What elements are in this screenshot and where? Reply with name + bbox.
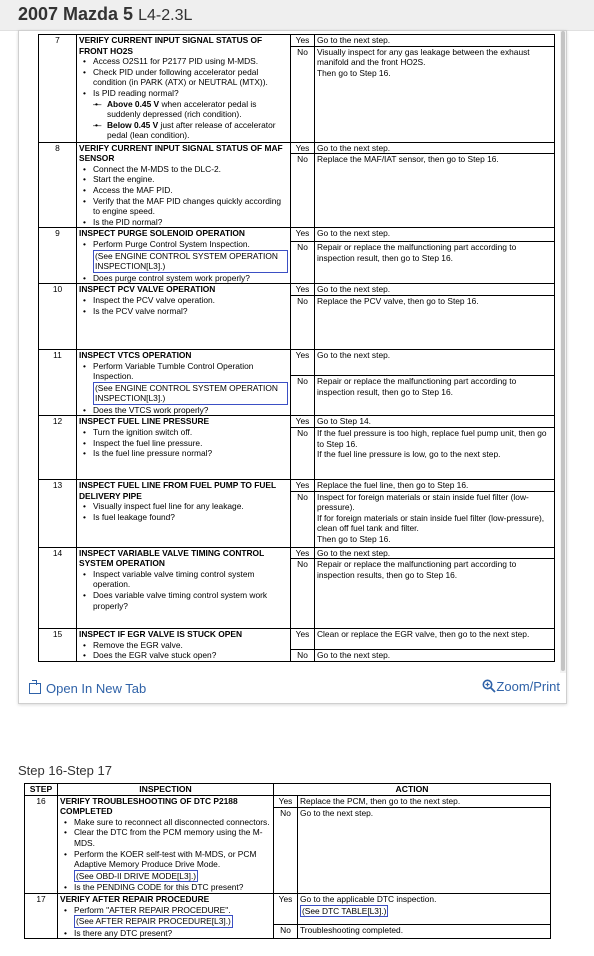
bullet-item: • Is the PENDING CODE for this DTC present? — [74, 882, 271, 893]
yes-action: Go to Step 14. — [315, 416, 555, 428]
inspection-cell — [77, 142, 291, 228]
yes-label: Yes — [291, 480, 315, 492]
step-bullets — [60, 905, 271, 939]
step-number: 17 — [25, 893, 58, 938]
table-row — [39, 284, 555, 296]
yes-label: Yes — [291, 228, 315, 242]
inspection-cell — [77, 547, 291, 629]
sub-bullet-bold: Below 0.45 V — [107, 119, 159, 130]
obd-drive-mode-link[interactable]: (See OBD-II DRIVE MODE[L3].) — [76, 870, 197, 881]
yes-action: Go to the next step. — [315, 284, 555, 296]
bullet-item — [93, 239, 288, 273]
no-label: No — [291, 428, 315, 480]
no-action: If the fuel pressure is too high, replace fuel pump unit, then go to Step 16. If the fuel line pressure is low, go to the next step. — [315, 428, 555, 480]
bullet-item — [74, 849, 271, 883]
yes-label: Yes — [291, 142, 315, 154]
step-number: 16 — [25, 795, 58, 893]
page-title — [18, 4, 192, 25]
bullet-item: • Is there any DTC present? — [74, 928, 271, 939]
yes-label: Yes — [291, 416, 315, 428]
yes-action: Replace the fuel line, then go to Step 16. — [315, 480, 555, 492]
no-action: Repair or replace the malfunctioning part according to inspection result, then go to Step 16. — [315, 376, 555, 416]
step-bullets — [79, 361, 288, 416]
step-bullets — [79, 569, 288, 611]
no-action: Inspect for foreign materials or stain inside fuel filter (low-pressure). If for foreign materials or stain inside fuel filter (low-pressure), clean off fuel tank and filter. Then go to Step 16. — [315, 491, 555, 547]
step-title: INSPECT IF EGR VALVE IS STUCK OPEN — [79, 629, 243, 640]
no-action: Repair or replace the malfunctioning part according to inspection results, then go to Step 16. — [315, 559, 555, 629]
bullet-item: • Access O2S11 for P2177 PID using M-MDS. — [93, 56, 288, 67]
no-action: Replace the PCV valve, then go to Step 16. — [315, 295, 555, 349]
sub-bullet-text: when accelerator pedal is suddenly depressed (rich condition). — [107, 98, 257, 120]
step-title: VERIFY AFTER REPAIR PROCEDURE — [60, 893, 210, 904]
yes-action — [298, 893, 551, 924]
dtc-table-link[interactable]: (See DTC TABLE[L3].) — [302, 905, 387, 916]
bullet-item: • Does the VTCS work properly? — [93, 405, 288, 416]
yes-label: Yes — [291, 349, 315, 376]
bullet-item: • Is the fuel line pressure normal? — [93, 448, 288, 459]
no-action: Repair or replace the malfunctioning part according to inspection result, then go to Step 16. — [315, 242, 555, 284]
engine-control-inspection-link[interactable]: (See ENGINE CONTROL SYSTEM OPERATION INSPECTION[L3].) — [93, 382, 288, 405]
step-bullets — [60, 817, 271, 893]
engine-control-inspection-link[interactable]: (See ENGINE CONTROL SYSTEM OPERATION INSPECTION[L3].) — [93, 250, 288, 273]
step-title: INSPECT VARIABLE VALVE TIMING CONTROL SYSTEM OPERATION — [79, 547, 265, 569]
step-title: VERIFY TROUBLESHOOTING OF DTC P2188 COMPLETED — [60, 795, 238, 817]
bullet-item: • Visually inspect fuel line for any leakage. — [93, 501, 288, 512]
yes-action: Clean or replace the EGR valve, then go to the next step. — [315, 629, 555, 650]
card-scrollbar[interactable] — [560, 31, 566, 673]
step-title: INSPECT FUEL LINE FROM FUEL PUMP TO FUEL DELIVERY PIPE — [79, 480, 276, 501]
step-title: INSPECT PCV VALVE OPERATION — [79, 284, 216, 295]
vehicle-title: 2007 Mazda 5 — [18, 4, 134, 24]
no-action: Troubleshooting completed. — [298, 924, 551, 939]
sub-bullets — [79, 99, 288, 141]
no-label: No — [291, 376, 315, 416]
step-number: 15 — [39, 629, 77, 662]
yes-action-text: Go to the applicable DTC inspection. — [300, 893, 437, 904]
inspection-cell — [77, 349, 291, 416]
bullet-item: • Is PID reading normal? — [93, 88, 288, 99]
step-bullets — [79, 56, 288, 98]
bullet-item: • Is fuel leakage found? — [93, 512, 288, 523]
bullet-item: • Verify that the MAF PID changes quickly according to engine speed. — [93, 196, 288, 217]
engine-label: L4-2.3L — [138, 7, 193, 24]
open-in-new-tab-icon — [29, 683, 41, 694]
no-label: No — [291, 154, 315, 228]
table-row — [39, 480, 555, 492]
inspection-cell — [77, 629, 291, 662]
scrollbar-thumb[interactable] — [561, 31, 565, 671]
bullet-text: Perform Variable Tumble Control Operation Inspection. — [93, 360, 254, 382]
yes-label: Yes — [291, 284, 315, 296]
inspection-cell — [77, 480, 291, 548]
bullet-item: • Does purge control system work properly? — [93, 273, 288, 284]
no-label: No — [291, 491, 315, 547]
zoom-icon — [482, 679, 496, 693]
step-title: INSPECT FUEL LINE PRESSURE — [79, 416, 210, 427]
step-number: 10 — [39, 284, 77, 350]
inspection-cell — [58, 893, 274, 938]
sub-bullet-text: just after release of accelerator pedal (lean condition). — [107, 119, 276, 141]
bullet-text: Perform the KOER self-test with M-MDS, or PCM Adaptive Memory Produce Drive Mode. — [74, 848, 257, 870]
step-number: 13 — [39, 480, 77, 548]
yes-action: Go to the next step. — [315, 228, 555, 242]
sub-bullet-item: • — Below 0.45 V just after release of accelerator pedal (lean condition). — [105, 120, 288, 141]
no-label: No — [291, 650, 315, 662]
yes-label: Yes — [291, 35, 315, 47]
yes-label: Yes — [291, 547, 315, 559]
step-bullets — [79, 164, 288, 228]
table-row — [39, 629, 555, 650]
step-number: 14 — [39, 547, 77, 629]
table-row — [39, 416, 555, 428]
open-in-new-tab-link[interactable] — [29, 681, 146, 696]
bullet-item: • Check PID under following accelerator pedal condition (in PARK (ATX) or NEUTRAL (MTX)). — [93, 67, 288, 88]
header-inspection: INSPECTION — [58, 784, 274, 796]
step-title: INSPECT VTCS OPERATION — [79, 349, 192, 360]
step-number: 11 — [39, 349, 77, 416]
sub-bullet-item: • — Above 0.45 V when accelerator pedal is suddenly depressed (rich condition). — [105, 99, 288, 120]
bullet-item: • Is the PCV valve normal? — [93, 306, 288, 317]
bullet-text: Perform Purge Control System Inspection. — [93, 238, 250, 249]
inspection-cell — [77, 416, 291, 480]
inspection-cell — [77, 35, 291, 143]
no-label: No — [274, 807, 298, 893]
table-header-row — [25, 784, 551, 796]
table-row — [25, 795, 551, 807]
table-row — [25, 893, 551, 924]
bullet-item: • Access the MAF PID. — [93, 185, 288, 196]
bullet-item: • Start the engine. — [93, 174, 288, 185]
table-row — [39, 35, 555, 47]
step-number: 12 — [39, 416, 77, 480]
inspection-cell — [77, 284, 291, 350]
no-action: Go to the next step. — [315, 650, 555, 662]
bullet-item — [93, 361, 288, 405]
bullet-item: • Turn the ignition switch off. — [93, 427, 288, 438]
table-row — [39, 547, 555, 559]
step-title: VERIFY CURRENT INPUT SIGNAL STATUS OF FRONT HO2S — [79, 35, 263, 56]
step-number: 9 — [39, 228, 77, 284]
no-label: No — [291, 559, 315, 629]
step-bullets — [79, 501, 288, 522]
table-row — [39, 142, 555, 154]
step-bullets — [79, 640, 288, 661]
after-repair-procedure-link[interactable]: (See AFTER REPAIR PROCEDURE[L3].) — [76, 916, 231, 927]
bullet-item: • Clear the DTC from the PCM memory using the M-MDS. — [74, 827, 271, 848]
open-in-new-tab-label: Open In New Tab — [46, 681, 147, 696]
bullet-item: • Inspect the PCV valve operation. — [93, 295, 288, 306]
inspection-cell — [77, 228, 291, 284]
yes-action: Go to the next step. — [315, 547, 555, 559]
step-number: 8 — [39, 142, 77, 228]
bullet-item: • Does the EGR valve stuck open? — [93, 650, 288, 661]
yes-label: Yes — [291, 629, 315, 650]
procedure-card-1 — [18, 30, 567, 704]
step-title: VERIFY CURRENT INPUT SIGNAL STATUS OF MAF SENSOR — [79, 142, 283, 164]
yes-action: Go to the next step. — [315, 142, 555, 154]
procedure-table-2 — [24, 783, 551, 939]
section-title: Step 16-Step 17 — [18, 763, 112, 778]
table-row — [39, 349, 555, 376]
header-action: ACTION — [274, 784, 551, 796]
card-footer — [19, 673, 566, 703]
header-step: STEP — [25, 784, 58, 796]
no-label: No — [274, 924, 298, 939]
no-label: No — [291, 46, 315, 142]
step-title: INSPECT PURGE SOLENOID OPERATION — [79, 228, 245, 239]
step-bullets — [79, 295, 288, 316]
bullet-item: • Inspect variable valve timing control system operation. — [93, 569, 288, 590]
yes-action: Replace the PCM, then go to the next step. — [298, 795, 551, 807]
sub-bullet-bold: Above 0.45 V — [107, 98, 160, 109]
step-number: 7 — [39, 35, 77, 143]
procedure-table-1 — [38, 34, 555, 662]
bullet-item: • Inspect the fuel line pressure. — [93, 438, 288, 449]
yes-label: Yes — [274, 893, 298, 924]
bullet-item: • Connect the M-MDS to the DLC-2. — [93, 164, 288, 175]
page-header — [0, 0, 594, 31]
yes-action: Go to the next step. — [315, 35, 555, 47]
step-bullets — [79, 239, 288, 283]
yes-label: Yes — [274, 795, 298, 807]
bullet-item — [74, 905, 271, 928]
bullet-item: • Make sure to reconnect all disconnected connectors. — [74, 817, 271, 828]
step-bullets — [79, 427, 288, 459]
bullet-item: • Is the PID normal? — [93, 217, 288, 228]
inspection-cell — [58, 795, 274, 893]
no-action: Visually inspect for any gas leakage between the exhaust manifold and the front HO2S. Then go to Step 16. — [315, 46, 555, 142]
zoom-print-link[interactable] — [482, 679, 560, 694]
bullet-text: Perform "AFTER REPAIR PROCEDURE". — [74, 904, 231, 915]
no-label: No — [291, 242, 315, 284]
no-action: Go to the next step. — [298, 807, 551, 893]
yes-action: Go to the next step. — [315, 349, 555, 376]
bullet-item: • Remove the EGR valve. — [93, 640, 288, 651]
bullet-item: • Does variable valve timing control system work properly? — [93, 590, 288, 611]
table-row — [39, 228, 555, 242]
no-label: No — [291, 295, 315, 349]
no-action: Replace the MAF/IAT sensor, then go to Step 16. — [315, 154, 555, 228]
zoom-print-label: Zoom/Print — [496, 679, 560, 694]
procedure-card-2 — [24, 783, 554, 956]
